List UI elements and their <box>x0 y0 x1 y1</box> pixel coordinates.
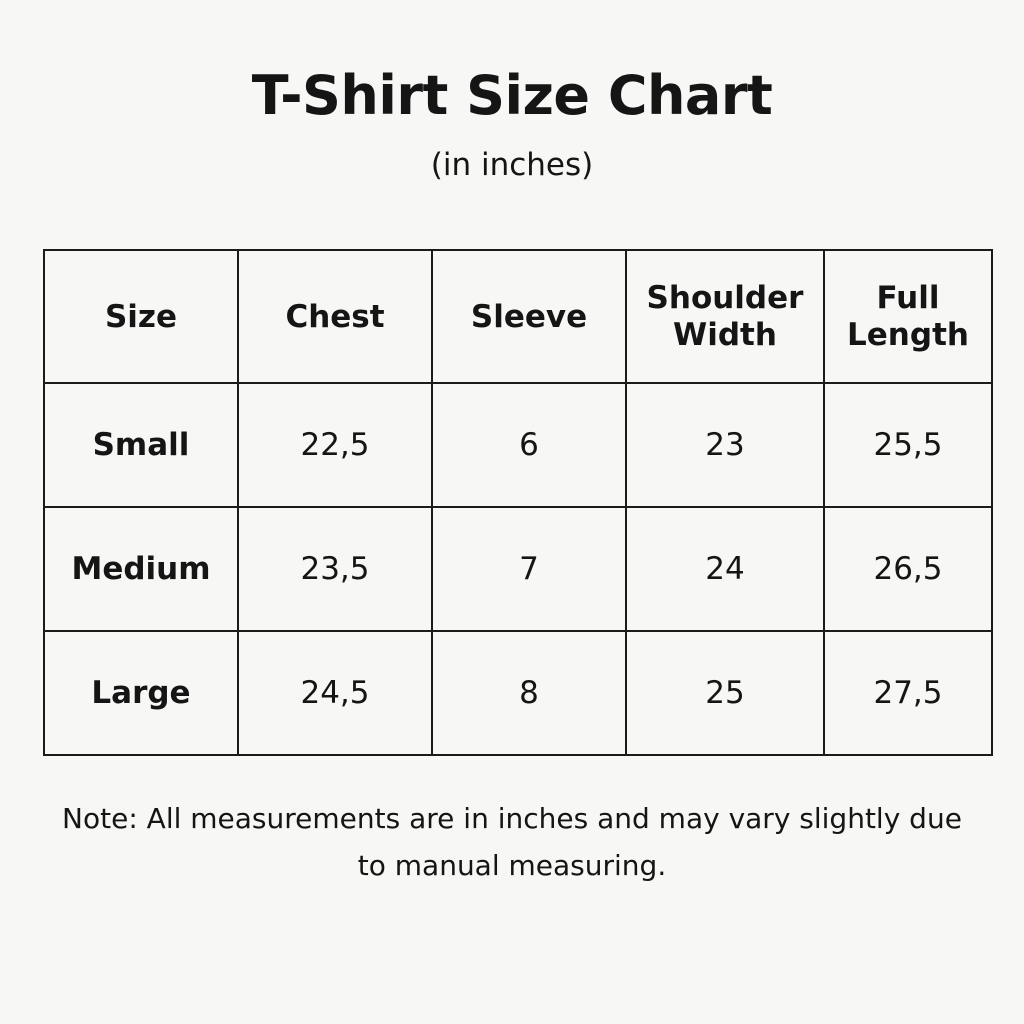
measurement-note: Note: All measurements are in inches and may vary slightly due to manual measuring. <box>62 802 962 882</box>
table-header <box>44 250 992 383</box>
cell-chest-small: 22,5 <box>238 383 432 507</box>
cell-sleeve-large: 8 <box>432 631 626 755</box>
cell-length-large: 27,5 <box>824 631 992 755</box>
cell-size-small: Small <box>44 383 238 507</box>
table-header-row <box>44 250 992 383</box>
size-chart-table <box>43 249 993 756</box>
column-header-shoulder-width: Shoulder Width <box>626 250 824 383</box>
page-subtitle: (in inches) <box>430 147 594 184</box>
page-title: T-Shirt Size Chart <box>251 64 773 127</box>
cell-chest-large: 24,5 <box>238 631 432 755</box>
column-header-full-length: Full Length <box>824 250 992 383</box>
cell-chest-medium: 23,5 <box>238 507 432 631</box>
cell-shoulder-small: 23 <box>626 383 824 507</box>
column-header-size: Size <box>44 250 238 383</box>
cell-size-medium: Medium <box>44 507 238 631</box>
size-chart-table-wrapper <box>43 249 981 756</box>
table-row <box>44 631 992 755</box>
column-header-chest: Chest <box>238 250 432 383</box>
table-body <box>44 383 992 755</box>
cell-length-small: 25,5 <box>824 383 992 507</box>
table-row <box>44 507 992 631</box>
cell-sleeve-small: 6 <box>432 383 626 507</box>
cell-length-medium: 26,5 <box>824 507 992 631</box>
column-header-sleeve: Sleeve <box>432 250 626 383</box>
cell-sleeve-medium: 7 <box>432 507 626 631</box>
cell-size-large: Large <box>44 631 238 755</box>
cell-shoulder-large: 25 <box>626 631 824 755</box>
table-row <box>44 383 992 507</box>
cell-shoulder-medium: 24 <box>626 507 824 631</box>
